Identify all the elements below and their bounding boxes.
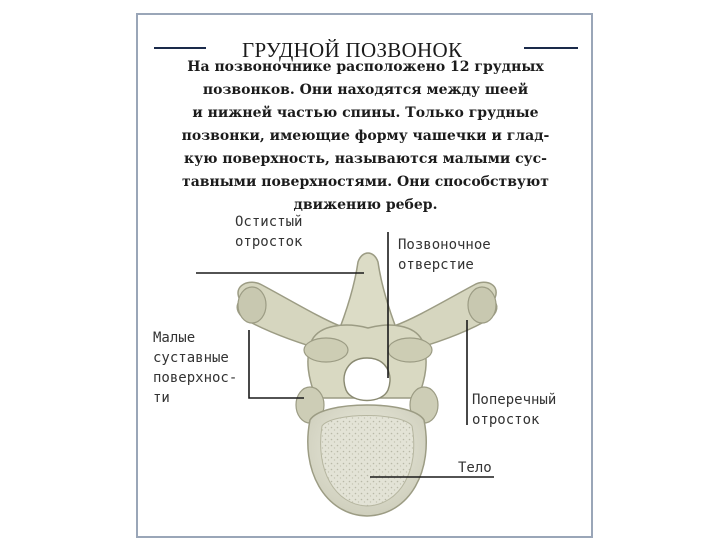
- label-vertebral-foramen: [398, 235, 491, 275]
- label-spinous-process: [235, 212, 302, 252]
- description-line: позвонки, имеющие форму чашечки и глад-: [181, 128, 550, 144]
- label-line: ти: [153, 390, 170, 406]
- description-line: кую поверхность, называются малыми сус-: [184, 151, 547, 167]
- label-line: отросток: [235, 234, 303, 250]
- description-line: и нижней частью спины. Только грудные: [192, 105, 539, 121]
- label-line: Позвоночное: [398, 237, 491, 253]
- right-transverse-tip: [468, 287, 496, 323]
- label-line: суставные: [153, 350, 229, 366]
- left-articular-facet: [304, 338, 348, 362]
- description-line: позвонков. Они находятся между шеей: [202, 82, 529, 98]
- label-body: [458, 458, 492, 478]
- label-line: Малые: [153, 330, 196, 346]
- label-line: поверхнос-: [153, 370, 238, 386]
- label-line: Остистый: [235, 214, 303, 230]
- label-line: Поперечный: [472, 392, 557, 408]
- right-articular-facet: [388, 338, 432, 362]
- label-line: отверстие: [398, 257, 474, 273]
- label-line: отросток: [472, 412, 540, 428]
- page-title: ГРУДНОЙ ПОЗВОНОК: [242, 38, 463, 62]
- label-transverse-process: [472, 390, 556, 430]
- label-articular-surfaces: [153, 328, 237, 408]
- label-line: Тело: [458, 460, 492, 476]
- description-line: тавными поверхностями. Они способствуют: [182, 174, 549, 190]
- left-transverse-tip: [238, 287, 266, 323]
- description-line: движению ребер.: [293, 197, 438, 213]
- description-line: На позвоночнике расположено 12 грудных: [187, 59, 544, 75]
- vertebral-foramen: [344, 358, 390, 401]
